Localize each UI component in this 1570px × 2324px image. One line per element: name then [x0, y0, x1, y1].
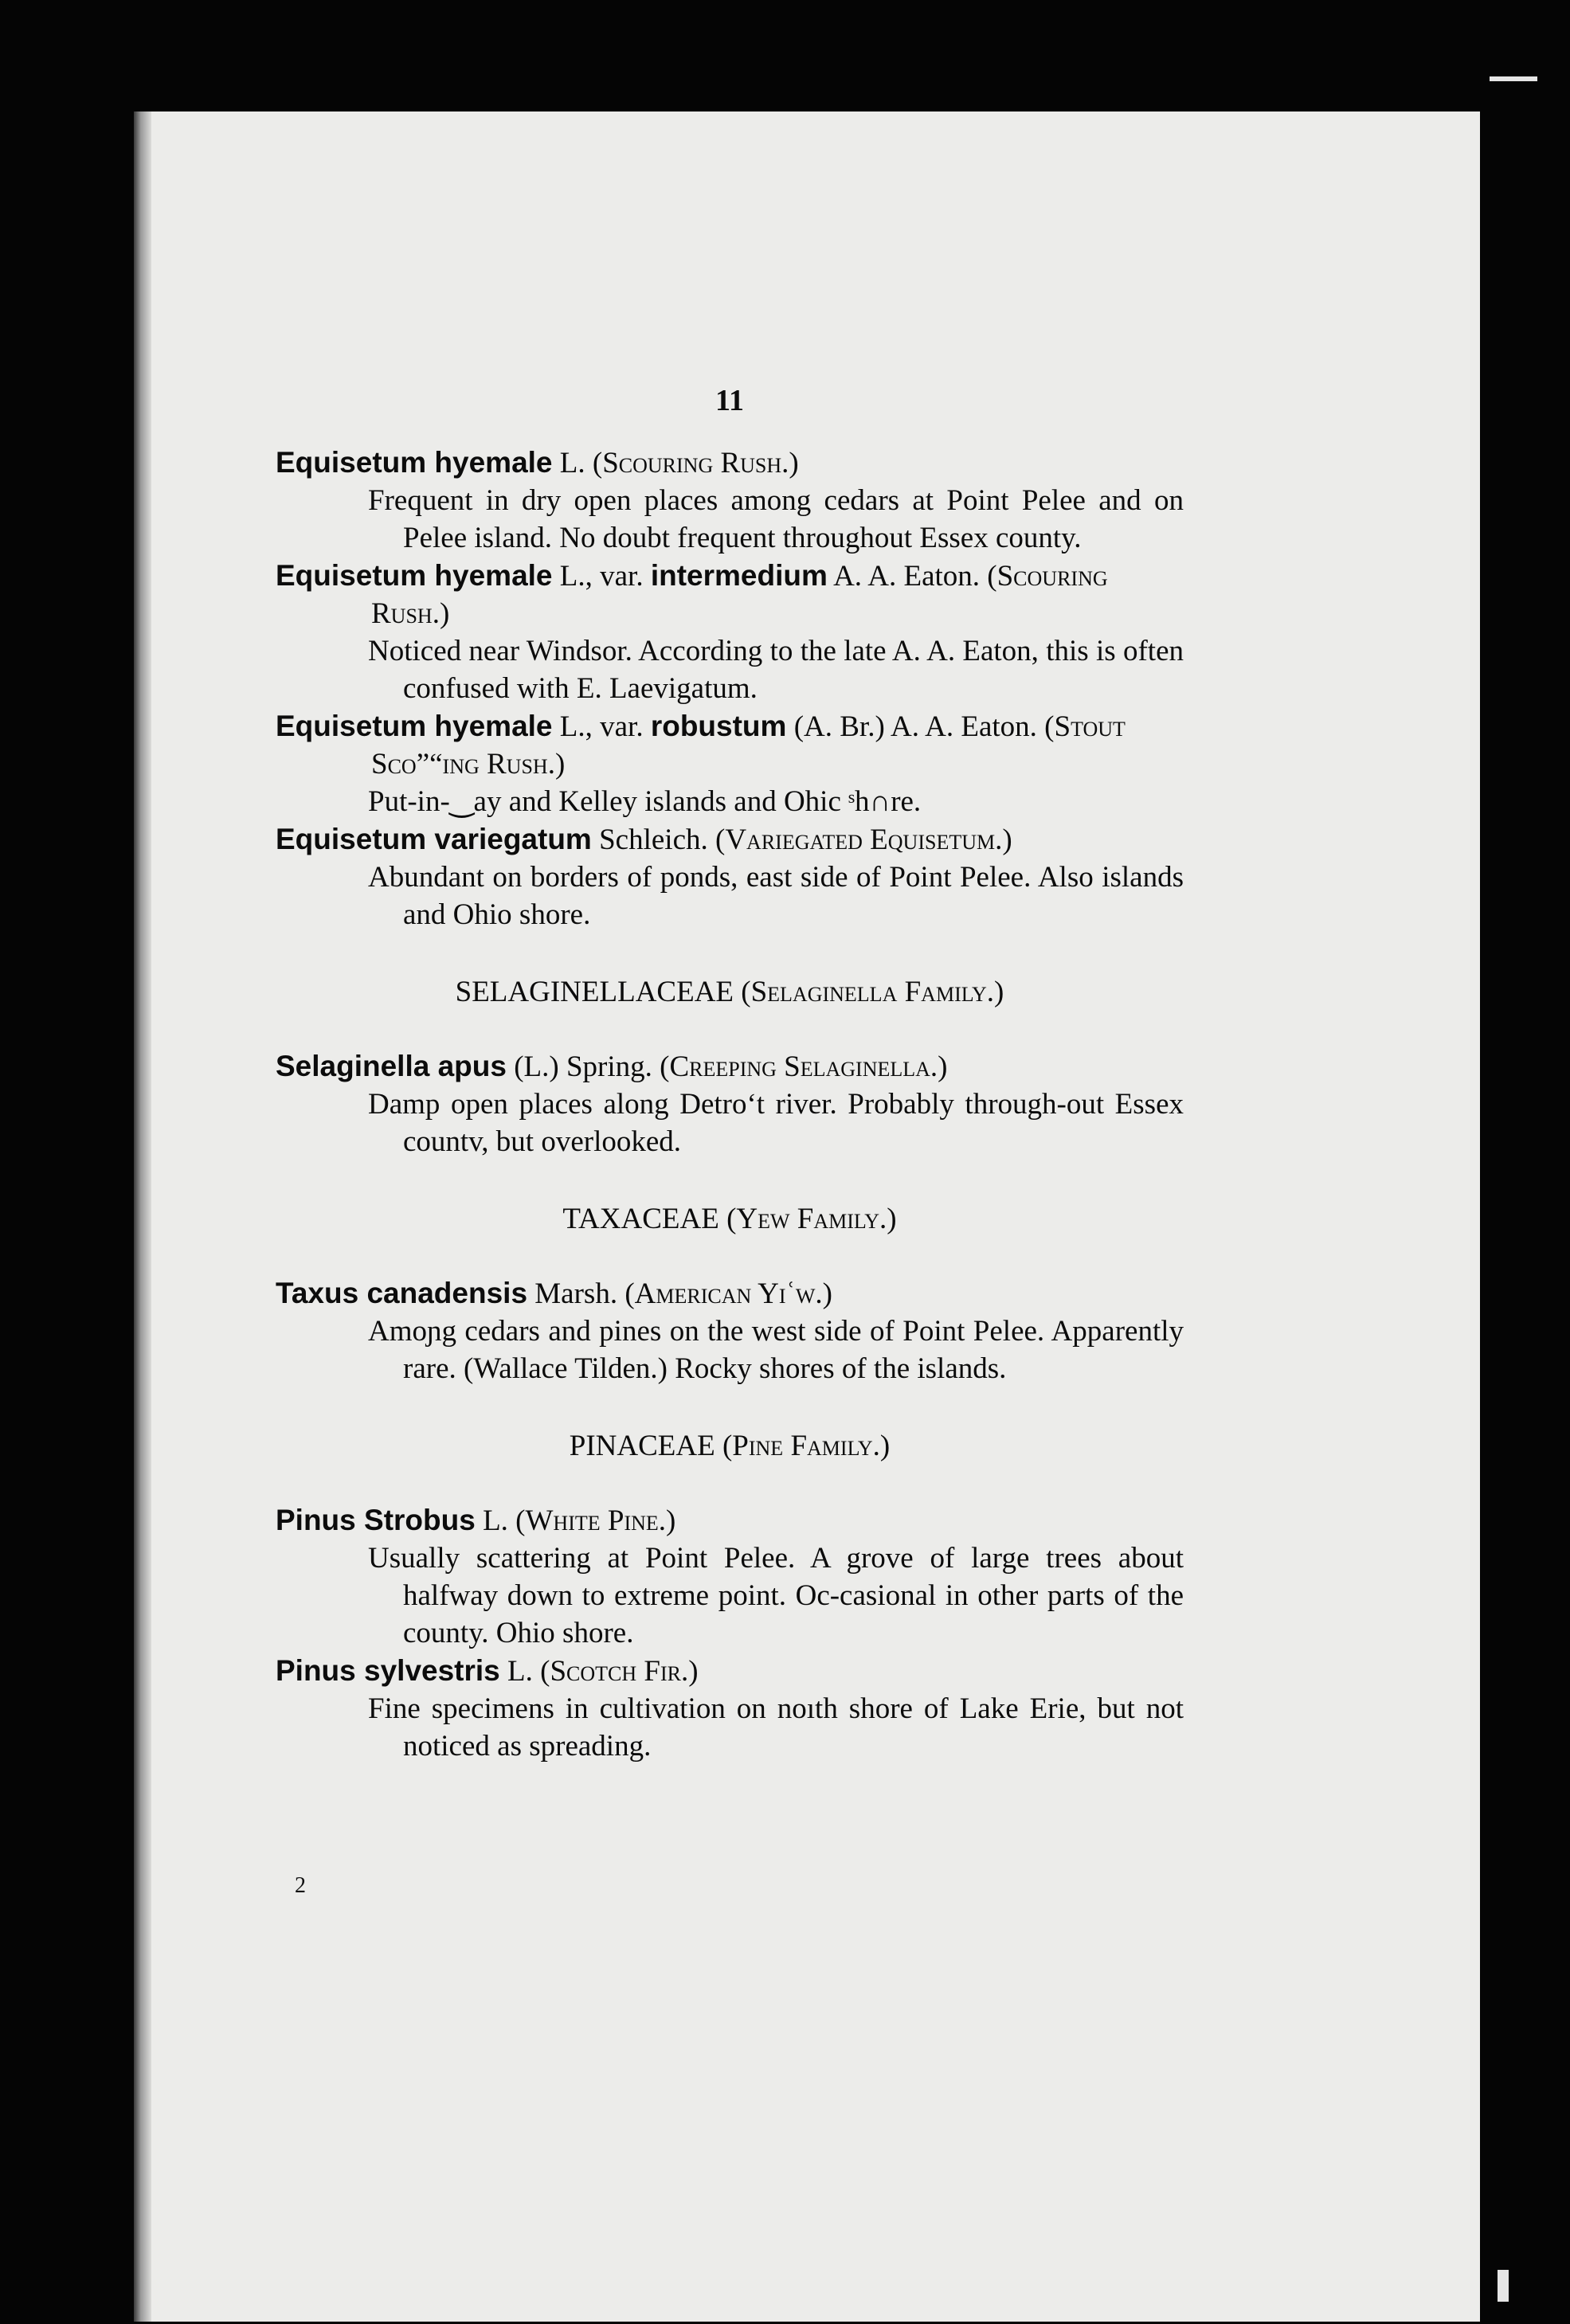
species-description: Abundant on borders of ponds, east side of Point Pelee. Also islands and Ohio shore.: [368, 861, 1184, 931]
paren-close: ): [879, 1430, 891, 1462]
species-description: Frequent in dry open places among cedars at Point Pelee and on Pelee island. No doubt frequent throughout Essex county.: [368, 484, 1184, 554]
paren-close: ): [554, 748, 566, 781]
scan-artifact: [1498, 2270, 1509, 2302]
species-authority: L. (: [552, 447, 603, 479]
species-authority: (L.) Spring. (: [506, 1050, 670, 1083]
species-name: Equisetum hyemale: [276, 446, 553, 479]
species-name: Pinus Strobus: [276, 1504, 476, 1536]
species-heading: [276, 1047, 1184, 1086]
family-common-name: Yew Family.: [736, 1203, 887, 1235]
species-entry: [276, 1652, 1184, 1765]
common-name: Creeping Selaginella.: [669, 1050, 938, 1083]
species-entry: [276, 557, 1184, 707]
variety-name: robustum: [650, 710, 787, 742]
paren-close: ): [439, 597, 450, 630]
species-authority: L. (: [499, 1655, 550, 1688]
species-heading: [276, 557, 1184, 632]
species-entry: [276, 1047, 1184, 1160]
common-name: Scotch Fir.: [550, 1655, 689, 1688]
species-name: Pinus sylvestris: [276, 1654, 500, 1687]
species-entry: [276, 444, 1184, 557]
species-authority: Schleich. (: [591, 824, 726, 856]
species-entry: [276, 820, 1184, 933]
species-authority: L. (: [475, 1504, 526, 1537]
species-entry: [276, 1501, 1184, 1652]
family-heading: [276, 1200, 1184, 1238]
species-heading: [276, 444, 1184, 482]
page-number: 11: [715, 384, 744, 417]
paren-open: (: [718, 1203, 737, 1235]
species-description: Damp open places along Detroʻt river. Probably through-out Essex countv, but overlooked.: [368, 1088, 1184, 1158]
page-gutter-shadow: [134, 112, 151, 2322]
species-name: Selaginella apus: [276, 1050, 507, 1082]
common-name: Scouring Rush.: [602, 447, 789, 479]
species-name: Taxus canadensis: [276, 1277, 528, 1309]
species-description: Fine specimens in cultivation on noıth shore of Lake Erie, but not noticed as spreading.: [368, 1692, 1184, 1763]
variety-authority: A. A. Eaton. (: [827, 560, 997, 593]
species-description: Put-in-‿ay and Kelley islands and Ohic ˢh∩re.: [368, 785, 922, 818]
family-heading: [276, 973, 1184, 1011]
paren-close: ): [822, 1277, 832, 1310]
common-name: Scouring Rush.: [371, 560, 1108, 630]
paren-close: ): [887, 1203, 897, 1235]
species-heading: [276, 1274, 1184, 1313]
page-text: [276, 382, 1184, 1765]
paren-close: ): [994, 976, 1004, 1008]
paren-close: ): [666, 1504, 676, 1537]
paren-open: (: [715, 1430, 733, 1462]
species-heading: [276, 707, 1184, 783]
species-heading: [276, 1652, 1184, 1690]
species-heading: [276, 820, 1184, 859]
species-name: Equisetum variegatum: [276, 823, 592, 855]
paren-close: ): [789, 447, 799, 479]
species-name: Equisetum hyemale: [276, 710, 553, 742]
species-description: Usually scattering at Point Pelee. A grove of large trees about halfway down to extreme point. Oc-casional in other parts of the county. Ohio shore.: [368, 1542, 1184, 1649]
family-name: PINACEAE: [569, 1430, 715, 1462]
paren-close: ): [1002, 824, 1012, 856]
species-group-equisetum: [276, 444, 1184, 933]
family-name: TAXACEAE: [562, 1203, 719, 1235]
variety-authority: (A. Br.) A. A. Eaton. (: [786, 710, 1055, 743]
paren-open: (: [734, 976, 751, 1008]
common-name: White Pine.: [525, 1504, 667, 1537]
common-name: Variegated Equisetum.: [725, 824, 1003, 856]
family-name: SELAGINELLACEAE: [455, 976, 734, 1008]
signature-mark: 2: [295, 1873, 306, 1898]
paren-close: ): [938, 1050, 948, 1083]
species-authority: Marsh. (: [527, 1277, 635, 1310]
species-name: Equisetum hyemale: [276, 559, 553, 592]
species-description: Amoɲg cedars and pines on the west side of Point Pelee. Apparently rare. (Wallace Tilden.) Rocky shores of the islands.: [368, 1315, 1184, 1385]
species-description: Noticed near Windsor. According to the late A. A. Eaton, this is often confused with E. Laevigatum.: [368, 635, 1184, 705]
common-name: Stout Sco”“ing Rush.: [371, 710, 1126, 781]
species-entry: [276, 1274, 1184, 1387]
species-authority: L., var.: [552, 560, 651, 593]
common-name: American Yiʿw.: [634, 1277, 823, 1310]
paren-close: ): [688, 1655, 699, 1688]
variety-name: intermedium: [650, 559, 828, 592]
family-common-name: Pine Family.: [732, 1430, 880, 1462]
species-entry: [276, 707, 1184, 820]
species-authority: L., var.: [552, 710, 651, 743]
scan-artifact: [1490, 76, 1537, 81]
species-heading: [276, 1501, 1184, 1540]
family-common-name: Selaginella Family.: [750, 976, 995, 1008]
family-heading: [276, 1427, 1184, 1465]
